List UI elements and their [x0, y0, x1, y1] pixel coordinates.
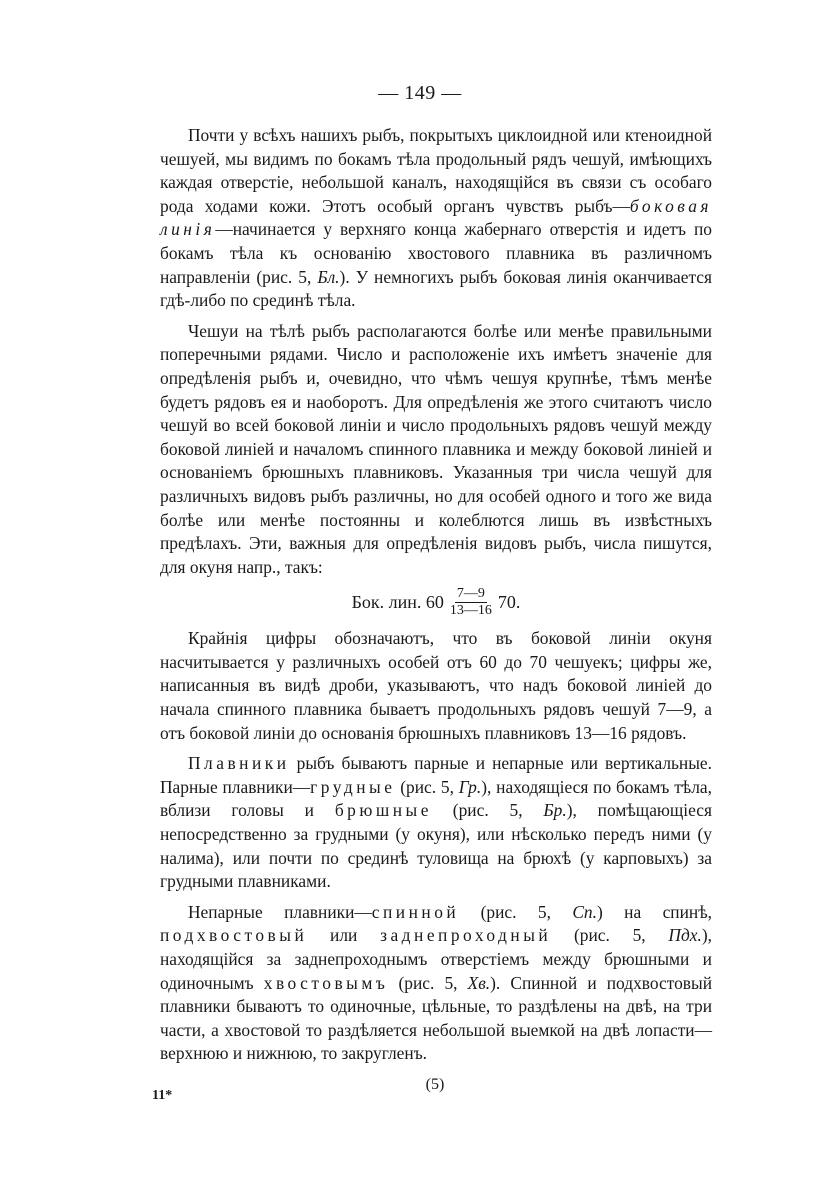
figure-label: Бл.	[317, 266, 340, 287]
figure-label: Гр.	[458, 776, 482, 797]
text-run: Непарные плавники—	[188, 901, 372, 922]
text-run: ), находящіеся по бокамъ тѣла, вблизи головы и	[160, 776, 712, 821]
body-text	[160, 124, 712, 1073]
paragraph-unpaired-fins	[160, 901, 712, 1066]
paragraph-paired-fins	[160, 752, 712, 894]
term-dorsal: спинной	[371, 901, 460, 922]
text-run: ), помѣщающіеся непосредственно за грудными (у окуня), или нѣсколько передъ ними (у налима), или почти по срединѣ туловища на брюхѣ (у карповыхъ) за грудными плавниками.	[160, 800, 712, 892]
figure-label: Сп.	[572, 901, 597, 922]
sheet-number: (5)	[425, 1076, 445, 1093]
formula-fraction	[450, 586, 492, 619]
text-run: (рис. 5,	[459, 901, 573, 922]
text-run: рыбъ бываютъ парные и непарные или вертикальные. Парные плавники—	[160, 753, 712, 797]
formula-suffix: 70.	[497, 591, 521, 612]
figure-label: Пдх.	[668, 925, 702, 946]
term-ventral: брюшные	[334, 800, 432, 821]
figure-label: Бр.	[543, 800, 567, 821]
paragraph-scales: Чешуи на тѣлѣ рыбъ располагаются болѣе или менѣе правильными поперечными рядами. Число и расположеніе ихъ имѣетъ значеніе для опредѣленія рыбъ и, очевидно, что чѣмъ чешуя крупнѣе, тѣмъ менѣе будетъ рядовъ ея и наоборотъ. Для опредѣленія же этого считаютъ число чешуй во всей боковой линіи и число продольныхъ рядовъ чешуй между боковой линіей и началомъ спинного плавника и между боковой линіей и основаніемъ брюшныхъ плавниковъ. Указанныя три числа чешуй для различныхъ видовъ рыбъ различны, но для особей одного и того же вида болѣе или менѣе постоянны и колеблются лишь въ извѣстныхъ предѣлахъ. Эти, важныя для опредѣленія видовъ рыбъ, числа пишутся, для окуня напр., такъ:	[160, 320, 712, 577]
text-run: (рис. 5,	[395, 776, 459, 797]
page-number: — 149 —	[378, 82, 462, 104]
text-run: —начинается у верхняго конца жабернаго отверстія и идетъ по бокамъ тѣла къ основанію хвостового плавника въ различномъ направленіи (рис. 5,	[160, 219, 712, 287]
scale-formula	[160, 586, 712, 619]
term-subcaudal: подхвостовый	[160, 925, 308, 946]
formula-numerator: 7—9	[456, 586, 485, 602]
text-run: ), находящійся за заднепроходнымъ отверстіемъ между брюшными и одиночнымъ	[160, 925, 712, 993]
term-lateral-line: боковая линія	[160, 195, 712, 240]
paragraph-lateral-line	[160, 124, 712, 313]
text-run: Почти у всѣхъ нашихъ рыбъ, покрытыхъ циклоидной или ктеноидной чешуей, мы видимъ по бокамъ тѣла продольный рядъ чешуй, имѣющихъ каждая отверстіе, небольшой каналъ, находящійся въ связи съ особаго рода ходами кожи. Этотъ особый органъ чувствъ рыбъ—	[160, 125, 712, 216]
text-run: ). Спинной и подхвостовый плавники бываютъ то одиночные, цѣльные, то раздѣлены на двѣ, на три части, а хвостовой то раздѣляется небольшой выемкой на двѣ лопасти—верхнюю и нижнюю, то закругленъ.	[160, 972, 712, 1064]
text-run: ). У немногихъ рыбъ боковая линія оканчивается гдѣ-либо по срединѣ тѣла.	[160, 266, 712, 311]
text-run: (рис. 5,	[551, 925, 669, 946]
figure-label: Хв.	[467, 972, 491, 993]
term-pectoral: грудные	[310, 776, 396, 797]
text-run: ) на спинѣ,	[596, 901, 712, 922]
formula-prefix: Бок. лин. 60	[351, 591, 444, 612]
signature-mark: 11*	[152, 1088, 173, 1103]
text-run: (рис. 5,	[431, 800, 544, 821]
text-run: (рис. 5,	[388, 972, 468, 993]
formula-denominator: 13—16	[449, 603, 492, 619]
text-run: или	[307, 925, 381, 946]
term-fins: Плавники	[188, 753, 290, 774]
term-caudal: хвостовымъ	[263, 972, 389, 993]
paragraph-formula-explanation: Крайнія цифры обозначаютъ, что въ боковой линіи окуня насчитывается у различныхъ особей отъ 60 до 70 чешуекъ; цифры же, написанныя въ видѣ дроби, указываютъ, что надъ боковой линіей до начала спинного плавника бываетъ продольныхъ рядовъ чешуй 7—9, а отъ боковой линіи до основанія брюшныхъ плавниковъ 13—16 рядовъ.	[160, 628, 712, 743]
term-anal: заднепроходный	[380, 925, 552, 946]
